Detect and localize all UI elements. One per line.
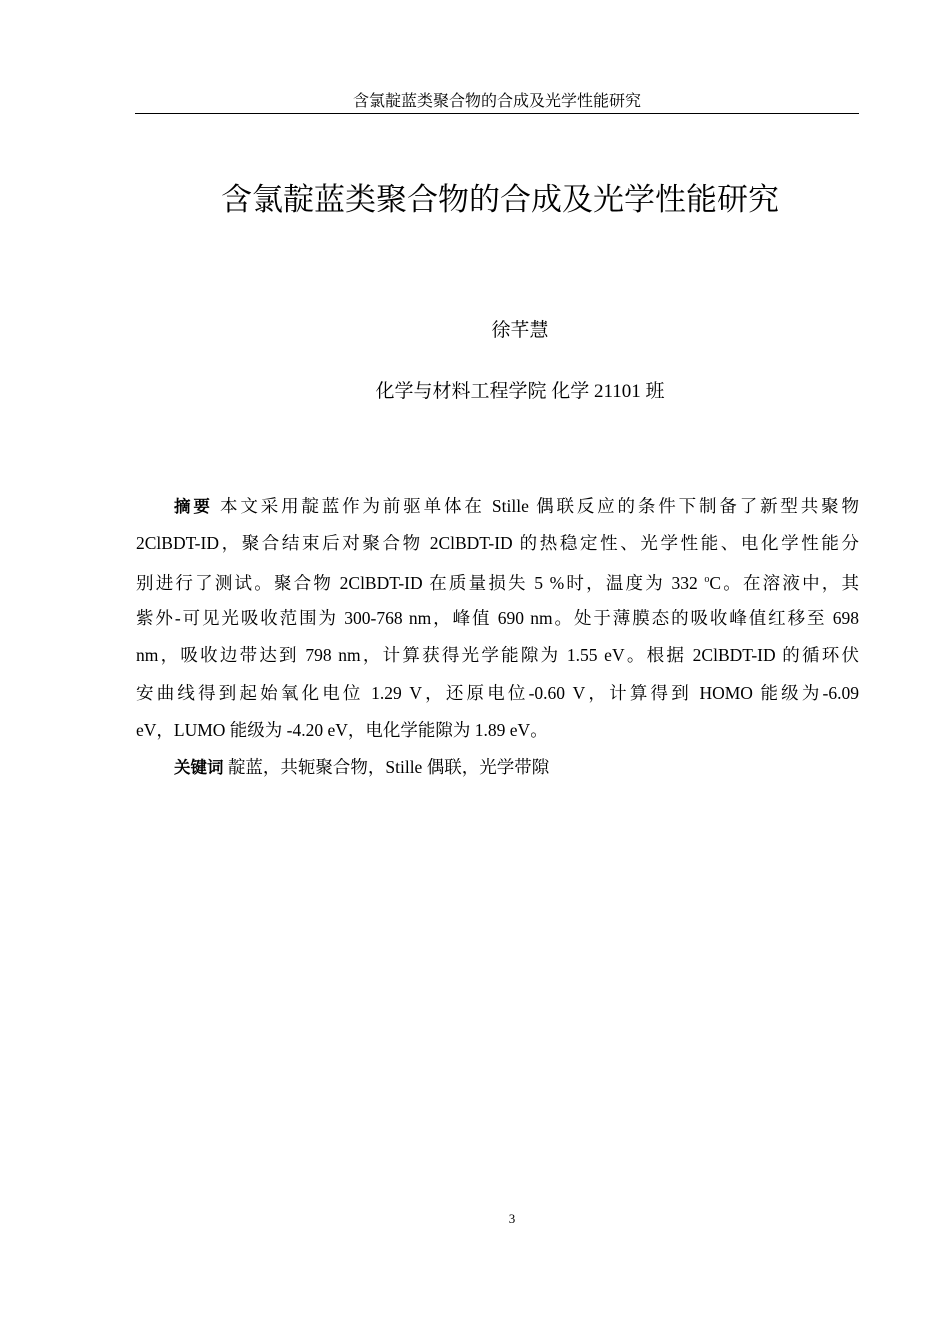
affiliation: 化学与材料工程学院 化学 21101 班 bbox=[375, 381, 665, 402]
keywords-label: 关键词 bbox=[174, 758, 224, 777]
header-rule bbox=[135, 113, 859, 114]
page-number: 3 bbox=[508, 1211, 516, 1226]
abstract-line: 别进行了测试。聚合物 2ClBDT-ID 在质量损失 5 %时，温度为 332 $^o$C。在溶液中，其 bbox=[136, 572, 859, 593]
running-header: 含氯靛蓝类聚合物的合成及光学性能研究 bbox=[352, 93, 641, 110]
abstract-line: nm，吸收边带达到 798 nm，计算获得光学能隙为 1.55 eV。根据 2ClBDT-ID 的循环伏 bbox=[136, 645, 859, 665]
keywords: 关键词 靛蓝，共轭聚合物，Stille 偶联，光学带隙 bbox=[174, 757, 550, 777]
abstract-line: 摘要 本文采用靛蓝作为前驱单体在 Stille 偶联反应的条件下制备了新型共聚物 bbox=[174, 496, 860, 516]
author: 徐芊慧 bbox=[491, 320, 549, 341]
abstract-line: 安曲线得到起始氧化电位 1.29 V，还原电位-0.60 V，计算得到 HOMO 能级为-6.09 bbox=[136, 683, 859, 703]
page-title: 含氯靛蓝类聚合物的合成及光学性能研究 bbox=[221, 182, 779, 218]
abstract-line: 2ClBDT-ID，聚合结束后对聚合物 2ClBDT-ID 的热稳定性、光学性能、电化学性能分 bbox=[136, 533, 859, 553]
abstract-line: eV，LUMO 能级为 -4.20 eV，电化学能隙为 1.89 eV。 bbox=[136, 720, 548, 740]
abstract-line: 紫外-可见光吸收范围为 300-768 nm，峰值 690 nm。处于薄膜态的吸收峰值红移至 698 bbox=[136, 608, 859, 628]
abstract-label: 摘要 bbox=[174, 497, 213, 516]
